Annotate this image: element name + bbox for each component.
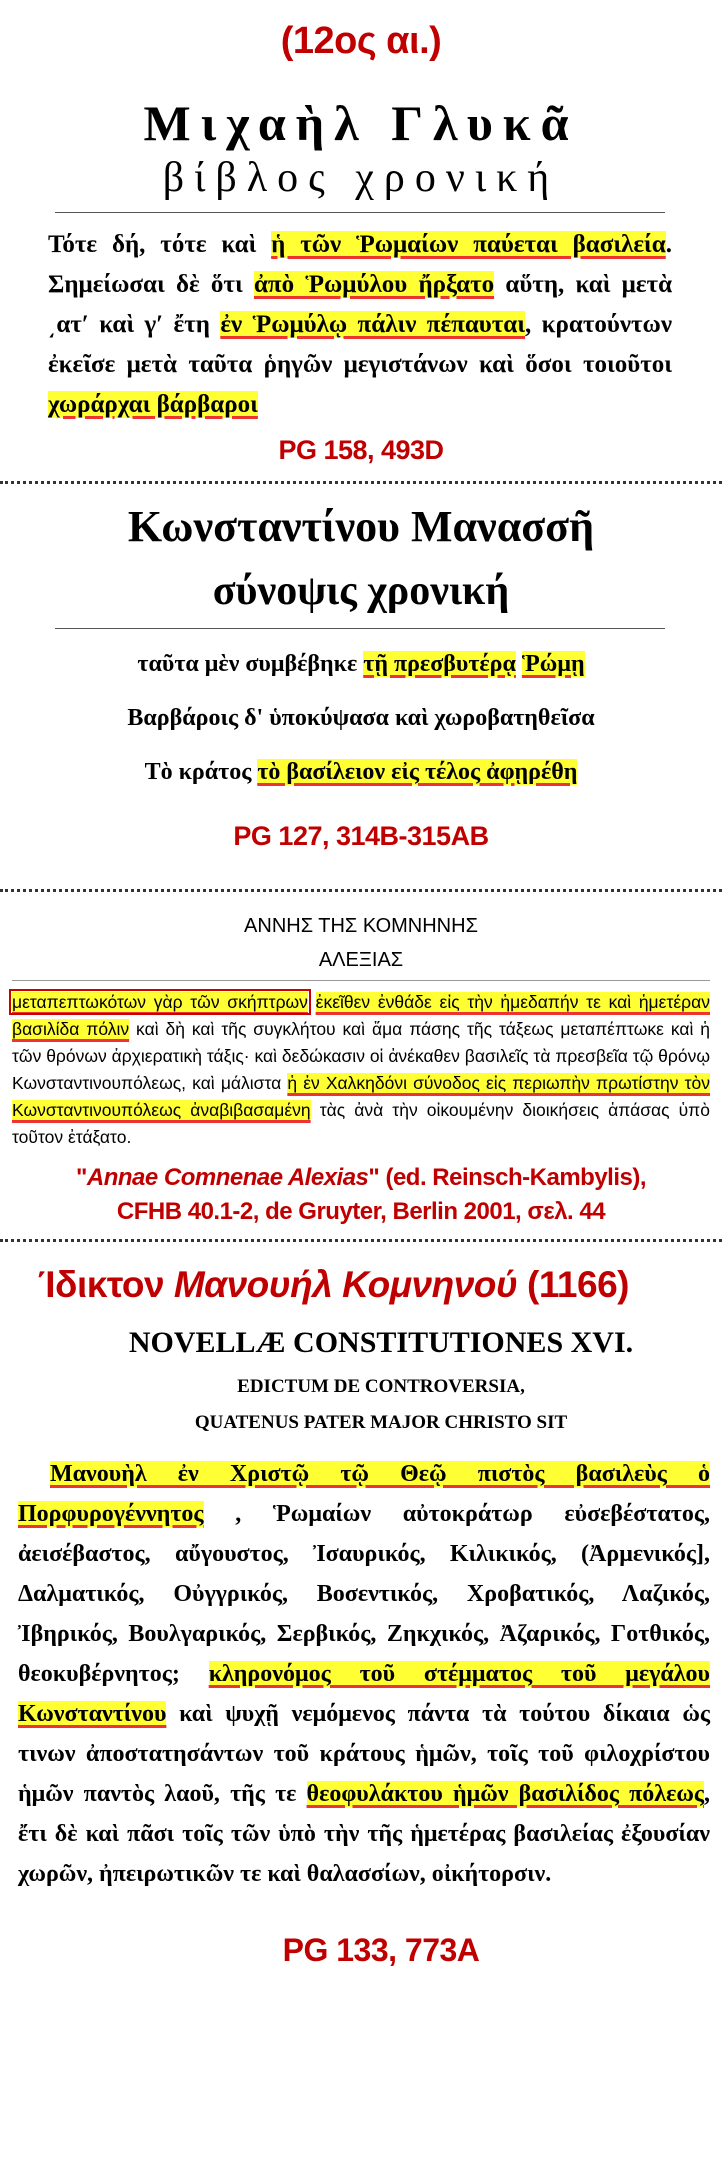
highlighted-phrase: ἡ ἐν Χαλκηδόνι σύνοδος εἰς περιωπὴν πρωτίστην τὸν Κωνσταντινουπόλεως ἀναβιβασαμένη (12, 1073, 710, 1120)
section-separator (0, 1239, 722, 1242)
manuel-edict-text (18, 1454, 710, 1894)
text-segment: αὕτη, καὶ μετὰ ͵ατʹ καὶ γʹ ἔτη (48, 271, 673, 338)
text-segment: (1166) (517, 1264, 629, 1305)
anna-work-title: ΑΛΕΞΙΑΣ (318, 949, 404, 971)
text-segment: Μανουήλ Κομνηνού (173, 1264, 518, 1305)
text-segment: καὶ δὴ καὶ τῆς συγκλήτου καὶ ἅμα πάσης τῆς τάξεως μεταπέπτωκε καὶ ἡ τῶν θρόνων ἀρχιερατικὴ τάξις· καὶ δεδώκασιν οἱ ἀνέκαθεν βασιλεῖς τὰ πρεσβεῖα τῷ θρόνῳ Κωνσταντινουπόλεως, καὶ μάλιστα (12, 1019, 710, 1093)
text-segment: Ίδικτον (38, 1264, 174, 1305)
edictum-subtitle: EDICTUM DE CONTROVERSIA, (237, 1376, 525, 1397)
highlighted-phrase: ἡ τῶν Ῥωμαίων παύεται βασιλεία (271, 231, 666, 258)
glykas-quote (48, 225, 672, 425)
text-segment: Βαρβάροις δ' ὑποκύψασα καὶ χωροβατηθεῖσα (127, 705, 595, 731)
manasses-work-title: σύνοψις χρονική (212, 568, 510, 614)
highlighted-phrase: Μανουὴλ ἐν Χριστῷ τῷ Θεῷ πιστὸς βασιλεὺς ὁ Πορφυρογέννητος (18, 1461, 710, 1527)
century-heading: (12ος αι.) (280, 20, 442, 62)
manasses-verse-2 (0, 701, 722, 735)
glykas-work-title: βίβλος χρονική (162, 155, 560, 201)
divider (55, 628, 665, 629)
text-segment: Τότε δή, τότε καὶ (48, 231, 272, 258)
text-segment (308, 992, 316, 1012)
anna-quote (12, 989, 710, 1151)
section-separator (0, 481, 722, 484)
text-segment: Annae Comnenae Alexias (86, 1164, 369, 1191)
divider (55, 212, 665, 213)
highlighted-phrase: ἐκεῖθεν ἐνθάδε εἰς τὴν ἡμεδαπήν τε καὶ ἡμετέραν βασιλίδα πόλιν (12, 992, 710, 1039)
glykas-author-title: Μιχαὴλ Γλυκᾶ (143, 95, 579, 151)
quatenus-subtitle: QUATENUS PATER MAJOR CHRISTO SIT (194, 1412, 568, 1433)
manasses-verse-3 (0, 755, 722, 789)
text-segment: " (ed. Reinsch-Kambylis), (368, 1164, 647, 1191)
text-segment: . Σημείωσαι δὲ ὅτι (48, 231, 672, 298)
divider (12, 980, 710, 981)
highlighted-phrase: ἀπὸ Ῥωμύλου ἤρξατο (253, 271, 495, 298)
glykas-citation: PG 158, 493D (278, 435, 444, 465)
anna-citation-line-1 (0, 1161, 722, 1195)
text-segment: " (75, 1164, 87, 1191)
text-segment: , κρατούντων ἐκεῖσε μετὰ ταῦτα ῥηγῶν μεγιστάνων καὶ ὅσοι τοιοῦτοι (48, 311, 672, 378)
manasses-citation: PG 127, 314B-315AB (233, 821, 489, 851)
text-segment: καὶ ψυχῇ νεμόμενος πάντα τὰ τούτου δίκαια ὡς τινων ἀποστατησάντων τοῦ κράτους ἡμῶν, τοῖς τοῦ φιλοχρίστου ἡμῶν παντὸς λαοῦ, τῆς τε (18, 1701, 710, 1807)
highlighted-phrase: θεοφυλάκτου ἡμῶν βασιλίδος πόλεως (306, 1781, 704, 1807)
highlighted-phrase: κληρονόμος τοῦ στέμματος τοῦ μεγάλου Κωνσταντίνου (18, 1661, 711, 1727)
highlighted-phrase: Ῥώμῃ (521, 651, 585, 677)
text-segment: , Ῥωμαίων αὐτοκράτωρ εὐσεβέστατος, ἀεισέβαστος, αὔγουστος, Ἰσαυρικός, Κιλικικός, (Ἀρμενικός], Δαλματικός, Οὐγγρικός, Βοσεντικός, Χροβατικός, Λαζικός, Ἰβηρικός, Βουλγαρικός, Σερβικός, Ζηκχικός, Ἀζαρικός, Γοτθικός, θεοκυβέρνητος; (18, 1501, 710, 1687)
highlighted-phrase: χωράρχαι βάρβαροι (48, 391, 258, 418)
manasses-author-title: Κωνσταντίνου Μανασσῆ (127, 502, 595, 551)
highlighted-phrase: τὸ βασίλειον εἰς τέλος ἀφῃρέθη (257, 759, 578, 785)
text-segment: τὰς ἀνὰ τὴν οἰκουμένην διοικήσεις ἁπάσας ὑπὸ τοῦτον ἐτάξατο. (12, 1100, 710, 1147)
anna-citation-line-2: CFHB 40.1-2, de Gruyter, Berlin 2001, σελ. 44 (116, 1198, 606, 1225)
highlighted-phrase: τῇ πρεσβυτέρᾳ (363, 651, 516, 677)
manasses-verse-1 (0, 647, 722, 681)
manuel-citation: PG 133, 773A (282, 1932, 480, 1968)
section-separator (0, 889, 722, 892)
text-segment: Τὸ κράτος (144, 759, 258, 785)
manuel-heading (0, 1262, 722, 1308)
highlighted-phrase: ἐν Ῥωμύλῳ πάλιν πέπαυται (220, 311, 526, 338)
novellae-title: NOVELLÆ CONSTITUTIONES XVI. (128, 1326, 634, 1359)
anna-author-title: ΑΝΝΗΣ ΤΗΣ ΚΟΜΝΗΝΗΣ (244, 915, 478, 937)
text-segment: ταῦτα μὲν συμβέβηκε (137, 651, 364, 677)
text-segment (516, 651, 522, 677)
text-segment: , ἔτι δὲ καὶ πᾶσι τοῖς τῶν ὑπὸ τὴν τῆς ἡμετέρας βασιλείας ἐξουσίαν χωρῶν, ἠπειρωτικῶν τε καὶ θαλασσίων, οἰκήτορσιν. (18, 1781, 710, 1887)
highlighted-phrase: μεταπεπτωκότων γὰρ τῶν σκήπτρων (12, 992, 308, 1012)
